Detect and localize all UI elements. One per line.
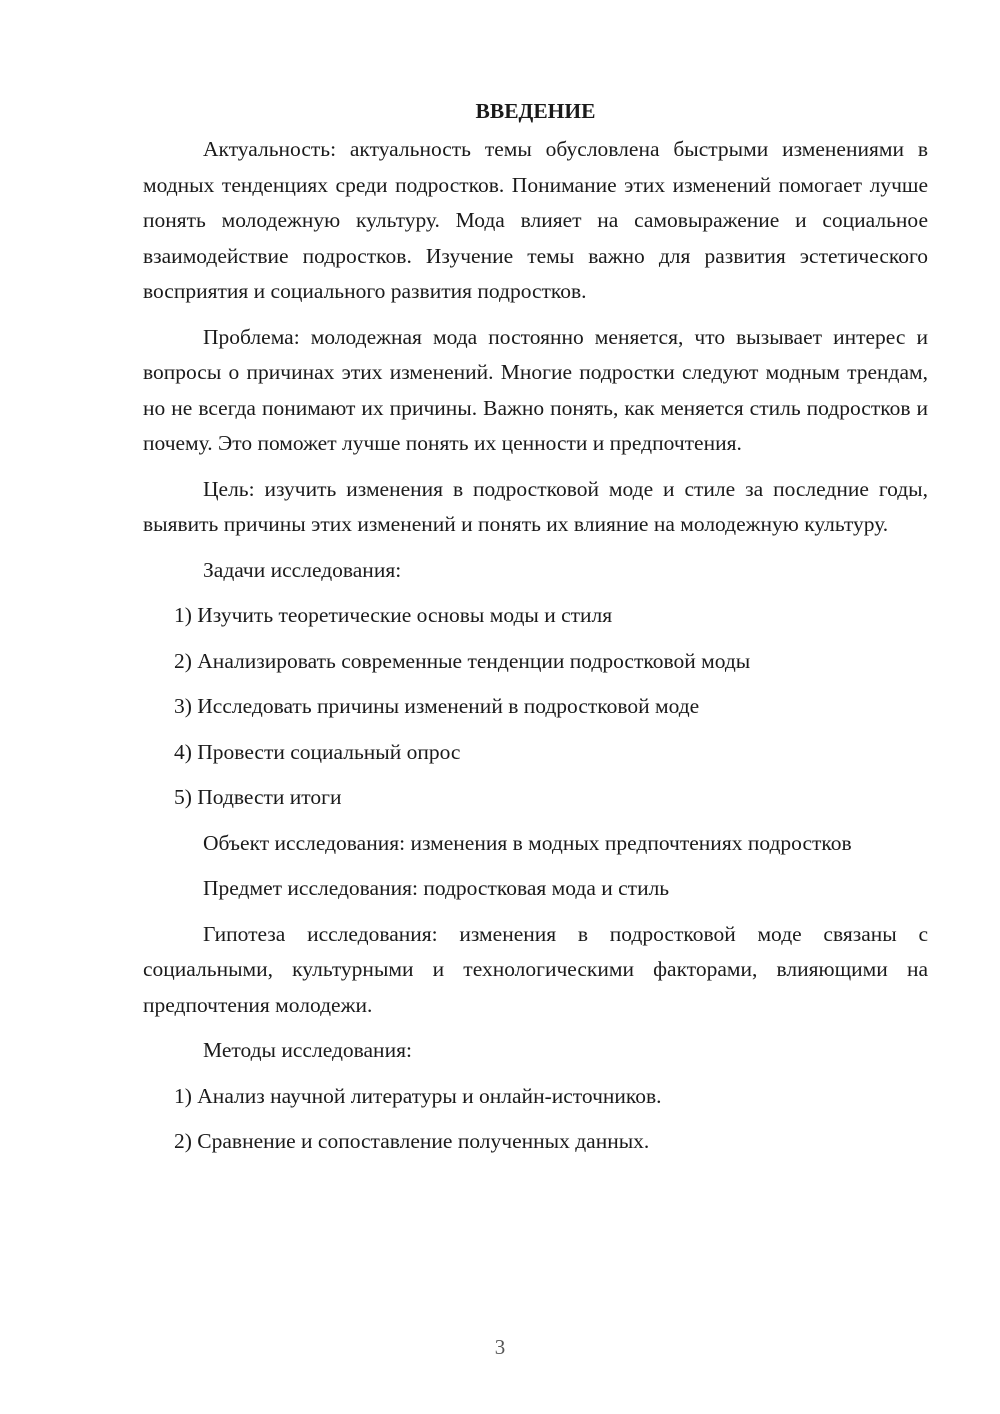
task-item-1: 1) Изучить теоретические основы моды и стиля bbox=[174, 603, 613, 627]
relevance-paragraph: Актуальность: актуальность темы обусловлена быстрыми изменениями в модных тенденциях среди подростков. Понимание этих изменений помогает лучше понять молодежную культуру. Мода влияет на самовыражение и социальное взаимодействие подростков. Изучение темы важно для развития эстетического восприятия и социального развития подростков. bbox=[143, 137, 928, 303]
task-item-4: 4) Провести социальный опрос bbox=[174, 739, 461, 764]
document-page bbox=[143, 96, 928, 1170]
hypothesis-paragraph: Гипотеза исследования: изменения в подростковой моде связаны с социальными, культурными и технологическими факторами, влияющими на предпочтения молодежи. bbox=[143, 921, 928, 1017]
problem-paragraph: Проблема: молодежная мода постоянно меняется, что вызывает интерес и вопросы о причинах этих изменений. Многие подростки следуют модным трендам, но не всегда понимают их причины. Важно понять, как меняется стиль подростков и почему. Это поможет лучше понять их ценности и предпочтения. bbox=[143, 324, 928, 455]
goal-paragraph: Цель: изучить изменения в подростковой моде и стиле за последние годы, выявить причины этих изменений и понять их влияние на молодежную культуру. bbox=[143, 476, 928, 536]
subject-paragraph: Предмет исследования: подростковая мода и стиль bbox=[203, 876, 670, 900]
task-item-2: 2) Анализировать современные тенденции подростковой моды bbox=[174, 648, 751, 673]
page-number: 3 bbox=[494, 1335, 506, 1359]
task-item-5: 5) Подвести итоги bbox=[174, 785, 342, 809]
section-heading: ВВЕДЕНИЕ bbox=[475, 99, 596, 123]
tasks-title: Задачи исследования: bbox=[203, 557, 402, 582]
method-item-1: 1) Анализ научной литературы и онлайн-источников. bbox=[174, 1083, 662, 1108]
task-item-3: 3) Исследовать причины изменений в подростковой моде bbox=[174, 694, 700, 718]
method-item-2: 2) Сравнение и сопоставление полученных данных. bbox=[174, 1129, 650, 1153]
object-paragraph: Объект исследования: изменения в модных предпочтениях подростков bbox=[203, 830, 852, 855]
methods-title: Методы исследования: bbox=[203, 1038, 412, 1062]
